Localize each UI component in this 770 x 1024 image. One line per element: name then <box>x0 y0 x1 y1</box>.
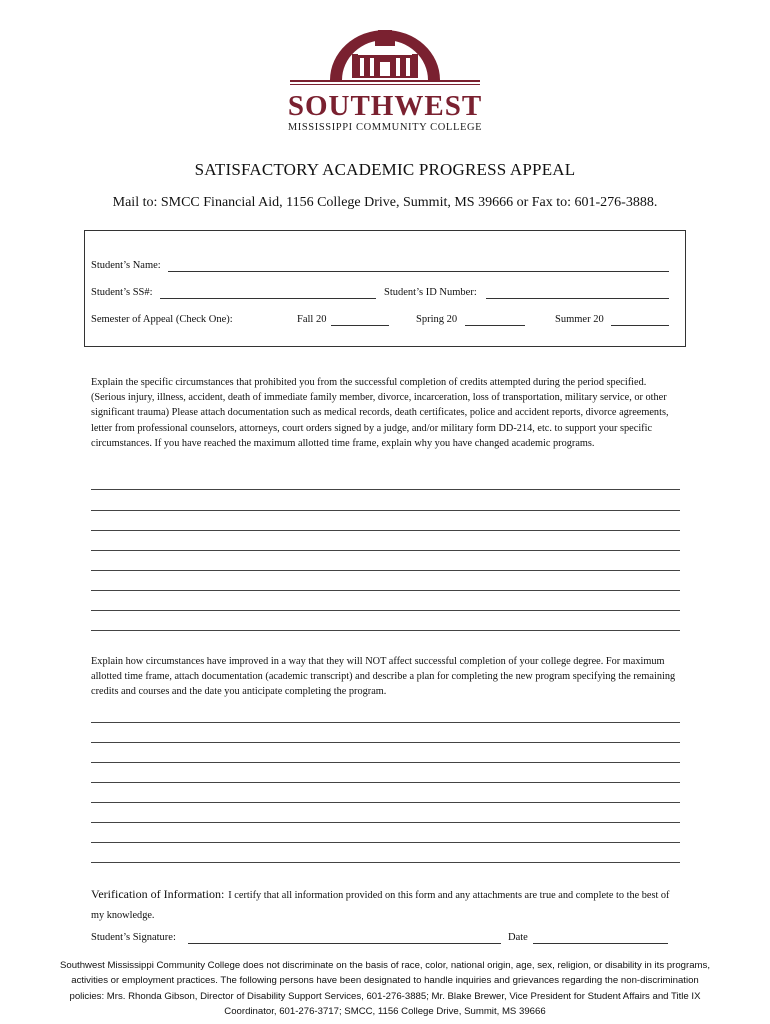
improvement-answer-line[interactable] <box>91 722 680 723</box>
improvement-answer-line[interactable] <box>91 842 680 843</box>
semester-label: Semester of Appeal (Check One): <box>91 314 233 325</box>
form-title: SATISFACTORY ACADEMIC PROGRESS APPEAL <box>194 160 576 179</box>
student-ss-field[interactable] <box>160 298 376 299</box>
college-building-logo-icon <box>272 18 498 90</box>
circumstances-answer-line[interactable] <box>91 570 680 571</box>
improvement-answer-line[interactable] <box>91 802 680 803</box>
nondiscrimination-footer <box>20 958 750 1020</box>
summer-year-field[interactable] <box>611 325 669 326</box>
circumstances-prompt: Explain the specific circumstances that prohibited you from the successful completion of credits attempted during the period specified. (Serious injury, illness, accident, death of immediate family member, divorce, incarceration, loss of transportation, military service, or other significant trauma) Please attach documentation such as medical records, death certificates, police and accident reports, divorce agreements, letter from professional counselors, attorneys, court orders signed by a judge, and/or military form DD-214, etc. to support your specific circumstances. If you have reached the maximum allotted time frame, explain why you have changed academic programs. <box>91 377 669 449</box>
circumstances-answer-line[interactable] <box>91 489 680 490</box>
student-id-field[interactable] <box>486 298 669 299</box>
circumstances-answer-line[interactable] <box>91 630 680 631</box>
improvement-prompt: Explain how circumstances have improved in a way that they will NOT affect successful completion of your college degree. For maximum allotted time frame, attach documentation (academic transcript) and describe a plan for completing the new program specifying the remaining credits and courses and the date you anticipate completing the program. <box>91 656 676 698</box>
summer-option-label: Summer 20 <box>555 314 604 325</box>
circumstances-answer-line[interactable] <box>91 510 680 511</box>
date-label: Date <box>508 932 528 943</box>
date-field[interactable] <box>533 943 668 944</box>
fall-option-label: Fall 20 <box>297 314 327 325</box>
logo-wordmark: SOUTHWEST <box>287 90 483 122</box>
spring-year-field[interactable] <box>465 325 525 326</box>
improvement-answer-line[interactable] <box>91 762 680 763</box>
student-ss-label: Student’s SS#: <box>91 287 153 298</box>
circumstances-answer-line[interactable] <box>91 610 680 611</box>
footer-line: policies: Mrs. Rhonda Gibson, Director of Disability Support Services, 601-276-3885; Mr. Blake Brewer, Vice President for Student Affairs and Title IX <box>69 990 701 1002</box>
college-logo <box>272 18 498 140</box>
verification-text: I certify that all information provided on this form and any attachments are true and complete to the best of my knowledge. <box>91 890 670 921</box>
improvement-answer-line[interactable] <box>91 822 680 823</box>
circumstances-answer-line[interactable] <box>91 550 680 551</box>
footer-line: activities or employment practices. The following persons have been designated to handle inquiries and grievances regarding the non-discrimination <box>71 975 699 987</box>
signature-label: Student’s Signature: <box>91 932 176 943</box>
improvement-answer-line[interactable] <box>91 742 680 743</box>
student-id-label: Student’s ID Number: <box>384 287 477 298</box>
footer-line: Coordinator, 601-276-3717; SMCC, 1156 College Drive, Summit, MS 39666 <box>224 1006 546 1018</box>
improvement-answer-line[interactable] <box>91 862 680 863</box>
improvement-answer-line[interactable] <box>91 782 680 783</box>
footer-line: Southwest Mississippi Community College does not discriminate on the basis of race, color, national origin, age, sex, religion, or disability in its programs, <box>59 960 710 971</box>
student-name-field[interactable] <box>168 271 669 272</box>
signature-field[interactable] <box>188 943 501 944</box>
student-name-label: Student’s Name: <box>91 260 161 271</box>
verification-label: Verification of Information: <box>91 887 225 901</box>
circumstances-answer-line[interactable] <box>91 590 680 591</box>
circumstances-answer-line[interactable] <box>91 530 680 531</box>
logo-subtitle: MISSISSIPPI COMMUNITY COLLEGE <box>287 122 483 133</box>
spring-option-label: Spring 20 <box>416 314 458 325</box>
fall-year-field[interactable] <box>331 325 389 326</box>
mail-to-instructions: Mail to: SMCC Financial Aid, 1156 College Drive, Summit, MS 39666 or Fax to: 601-276-3888. <box>112 195 658 210</box>
verification-block <box>91 885 681 925</box>
